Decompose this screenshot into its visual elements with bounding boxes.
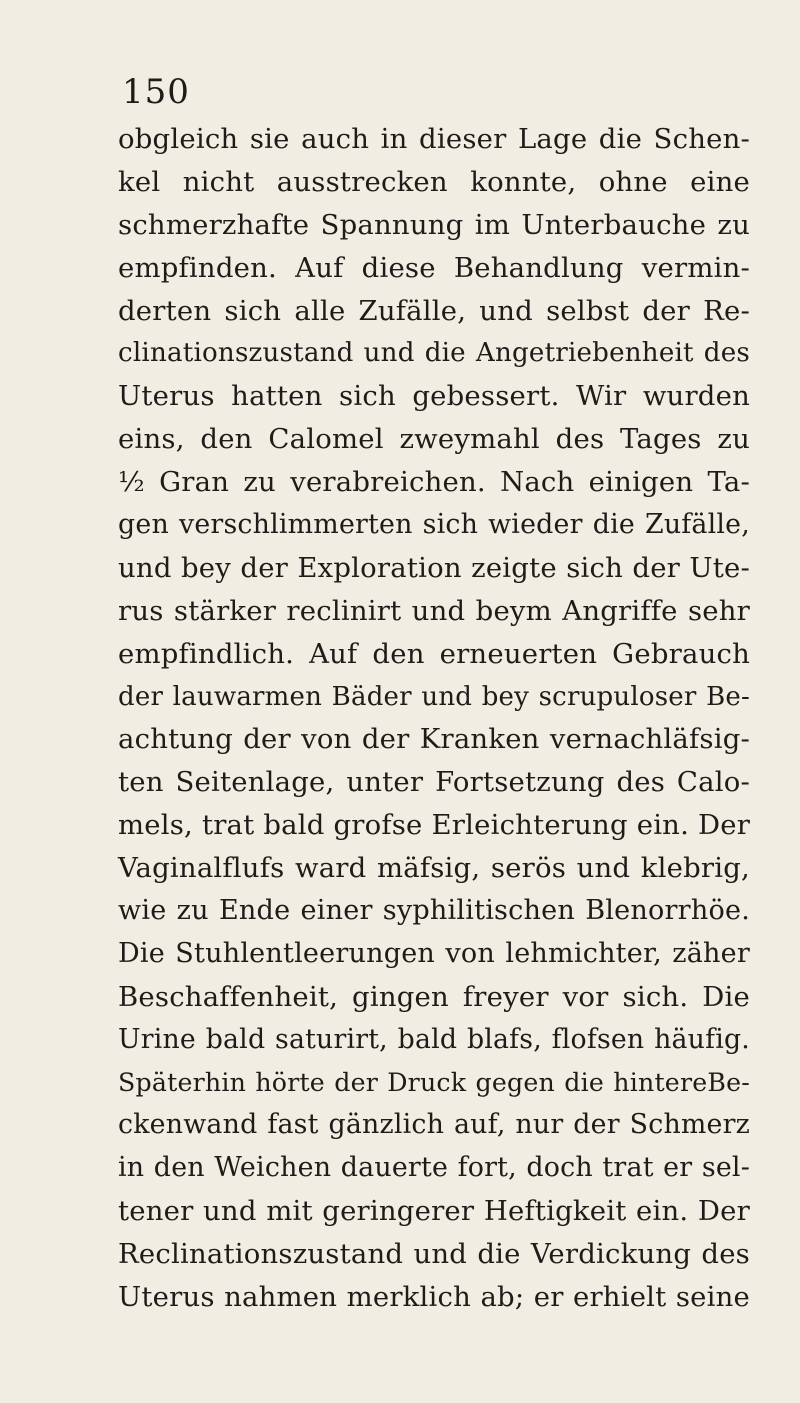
text-line: Beschaffenheit, gingen freyer vor sich. Die <box>118 980 750 1013</box>
text-line: tener und mit geringerer Heftigkeit ein. Der <box>118 1195 750 1228</box>
text-line: in den Weichen dauerte fort, doch trat er sel- <box>118 1152 750 1184</box>
page-number: 150 <box>122 72 190 112</box>
text-line: gen verschlimmerten sich wieder die Zufälle, <box>118 509 750 541</box>
text-line: ½ Gran zu verabreichen. Nach einigen Ta- <box>118 466 750 499</box>
text-line: empfinden. Auf diese Behandlung vermin- <box>118 251 750 284</box>
text-line: Die Stuhlentleerungen von lehmichter, zäher <box>118 937 750 969</box>
text-line: ten Seitenlage, unter Fortsetzung des Calo- <box>118 766 750 799</box>
text-line: schmerzhafte Spannung im Unterbauche zu <box>118 208 750 241</box>
text-line: wie zu Ende einer syphilitischen Blenorrhöe. <box>118 895 750 927</box>
text-line: eins, den Calomel zweymahl des Tages zu <box>118 423 750 456</box>
body-text <box>118 118 750 1319</box>
text-line: Reclinationszustand und die Verdickung des <box>118 1238 750 1271</box>
text-line: Vaginalflufs ward mäfsig, serös und klebrig, <box>118 852 750 885</box>
text-line: derten sich alle Zufälle, und selbst der Re- <box>118 294 750 327</box>
text-line: Urine bald saturirt, bald blafs, flofsen häufig. <box>118 1023 750 1055</box>
text-line: clinationszustand und die Angetriebenheit des <box>118 338 750 369</box>
text-line: und bey der Exploration zeigte sich der Ute- <box>118 551 750 584</box>
text-line: ckenwand fast gänzlich auf, nur der Schmerz <box>118 1109 750 1141</box>
text-line: kel nicht ausstrecken konnte, ohne eine <box>118 165 750 198</box>
text-line: mels, trat bald grofse Erleichterung ein. Der <box>118 809 751 842</box>
text-line: Uterus hatten sich gebessert. Wir wurden <box>118 380 750 413</box>
text-line: rus stärker reclinirt und beym Angriffe sehr <box>118 594 750 627</box>
text-line: empfindlich. Auf den erneuerten Gebrauch <box>118 637 750 670</box>
text-line: Späterhin hörte der Druck gegen die hintereBe- <box>118 1067 750 1097</box>
text-line: Uterus nahmen merklich ab; er erhielt seine <box>118 1281 750 1314</box>
text-line: der lauwarmen Bäder und bey scrupuloser Be- <box>118 681 750 712</box>
text-line: obgleich sie auch in dieser Lage die Schen- <box>118 123 750 155</box>
text-line: achtung der von der Kranken vernachläfsig- <box>118 723 750 756</box>
